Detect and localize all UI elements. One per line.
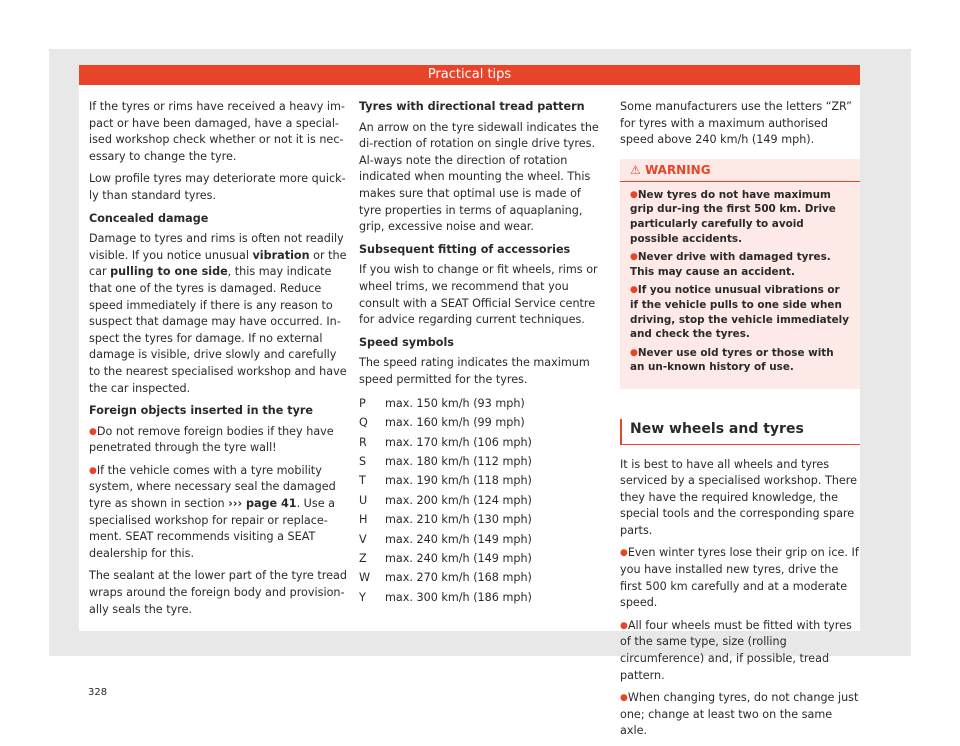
speed-value: max. 160 km/h (99 mph)	[385, 416, 525, 430]
speed-symbol-row	[359, 550, 605, 569]
speed-code: R	[359, 435, 367, 449]
speed-code: Z	[359, 552, 367, 566]
speed-code: W	[359, 571, 371, 585]
bullet-item: ● When changing tyres, do not change just one; change at least two on the same axle.	[620, 690, 860, 740]
warning-item: ● If you notice unusual vibrations or if the vehicle pulls to one side when driving, stop the vehicle immediately and check the tyres.	[630, 283, 850, 341]
bullet-item: ● Even winter tyres lose their grip on ice. If you have installed new tyres, drive the first 500 km carefully and at a moderate speed.	[620, 545, 860, 611]
speed-code: T	[359, 474, 366, 488]
paragraph: The sealant at the lower part of the tyre tread wraps around the foreign body and provision-ally seals the tyre.	[89, 569, 347, 616]
speed-code: Y	[359, 590, 366, 604]
speed-symbol-row	[359, 530, 605, 549]
speed-code: S	[359, 455, 367, 469]
page-reference-link[interactable]: ››› page 41	[228, 497, 297, 511]
speed-symbol-row	[359, 414, 605, 433]
manual-page	[79, 65, 860, 738]
speed-symbol-list	[359, 395, 605, 608]
speed-value: max. 180 km/h (112 mph)	[385, 455, 532, 469]
paragraph: Some manufacturers use the letters “ZR” for tyres with a maximum authorised speed above 240 km/h (149 mph).	[620, 100, 852, 147]
page-number: 328	[88, 687, 108, 698]
subheading: Foreign objects inserted in the tyre	[89, 404, 313, 418]
column-left	[89, 99, 347, 624]
speed-value: max. 240 km/h (149 mph)	[385, 532, 532, 546]
speed-symbol-row	[359, 433, 605, 452]
warning-item: ● Never drive with damaged tyres. This may cause an accident.	[630, 250, 850, 279]
bullet-item: ● Do not remove foreign bodies if they have penetrated through the tyre wall!	[89, 424, 347, 457]
paragraph: The speed rating indicates the maximum speed permitted for the tyres.	[359, 356, 590, 386]
paragraph: Low profile tyres may deteriorate more quick-ly than standard tyres.	[89, 172, 346, 202]
warning-triangle-icon: ⚠	[630, 162, 641, 177]
paragraph: Damage to tyres and rims is often not readily visible. If you notice unusual vibration or the car pulling to one side, this may indicate that one of the tyres is damaged. Reduce speed immediately if there is any reason to suspect that damage may have occurred. In-spect the tyres for damage. If no external damage is visible, drive slowly and carefully to the nearest specialised workshop and have the car inspected.	[89, 232, 347, 395]
bullet-item: ● All four wheels must be fitted with tyres of the same type, size (rolling circumference) and, if possible, tread pattern.	[620, 618, 860, 684]
paragraph: An arrow on the tyre sidewall indicates the di-rection of rotation on single drive tyres. Al-ways note the direction of rotation indicated when mounting the wheel. This makes sure that optimal use is made of tyre properties in terms of aquaplaning, grip, excessive noise and wear.	[359, 120, 599, 234]
bullet-item: ● If the vehicle comes with a tyre mobility system, where necessary seal the damaged tyre as shown in section ››› page 41. Use a specialised workshop for repair or replace-ment. SEAT recommends visiting a SEAT dealership for this.	[89, 463, 347, 563]
section-header: Practical tips	[79, 65, 860, 85]
warning-box	[620, 159, 860, 389]
paragraph: If you wish to change or fit wheels, rims or wheel trims, we recommend that you consult with a SEAT Official Service centre for advice regarding current techniques.	[359, 263, 598, 327]
subheading: Subsequent fitting of accessories	[359, 242, 571, 256]
speed-value: max. 240 km/h (149 mph)	[385, 552, 532, 566]
warning-item: ● Never use old tyres or those with an un-known history of use.	[630, 346, 850, 375]
speed-symbol-row	[359, 569, 605, 588]
speed-symbol-row	[359, 472, 605, 491]
subheading: Concealed damage	[89, 211, 209, 225]
column-right	[620, 99, 860, 746]
speed-code: U	[359, 493, 368, 507]
speed-value: max. 170 km/h (106 mph)	[385, 435, 532, 449]
speed-value: max. 150 km/h (93 mph)	[385, 396, 525, 410]
speed-code: V	[359, 532, 367, 546]
paragraph: If the tyres or rims have received a heavy im-pact or have been damaged, have a special-ised workshop check whether or not it is nec-essary to change the tyre.	[89, 100, 345, 163]
warning-header: ⚠ WARNING	[620, 159, 860, 182]
speed-value: max. 190 km/h (118 mph)	[385, 474, 532, 488]
column-middle	[359, 99, 605, 608]
speed-symbol-row	[359, 511, 605, 530]
speed-symbol-row	[359, 453, 605, 472]
speed-code: Q	[359, 416, 368, 430]
speed-symbol-row	[359, 395, 605, 414]
subheading: Tyres with directional tread pattern	[359, 100, 585, 113]
speed-code: H	[359, 513, 368, 527]
speed-symbol-row	[359, 588, 605, 607]
speed-value: max. 200 km/h (124 mph)	[385, 493, 532, 507]
paragraph: It is best to have all wheels and tyres serviced by a specialised workshop. There they have the required knowledge, the special tools and the corresponding spare parts.	[620, 457, 858, 537]
speed-value: max. 210 km/h (130 mph)	[385, 513, 532, 527]
subheading: Speed symbols	[359, 335, 454, 349]
warning-item: ● New tyres do not have maximum grip dur-ing the first 500 km. Drive particularly carefully to avoid possible accidents.	[630, 188, 850, 246]
speed-value: max. 300 km/h (186 mph)	[385, 590, 532, 604]
speed-symbol-row	[359, 491, 605, 510]
section-title: New wheels and tyres	[620, 419, 860, 445]
speed-value: max. 270 km/h (168 mph)	[385, 571, 532, 585]
speed-code: P	[359, 396, 366, 410]
